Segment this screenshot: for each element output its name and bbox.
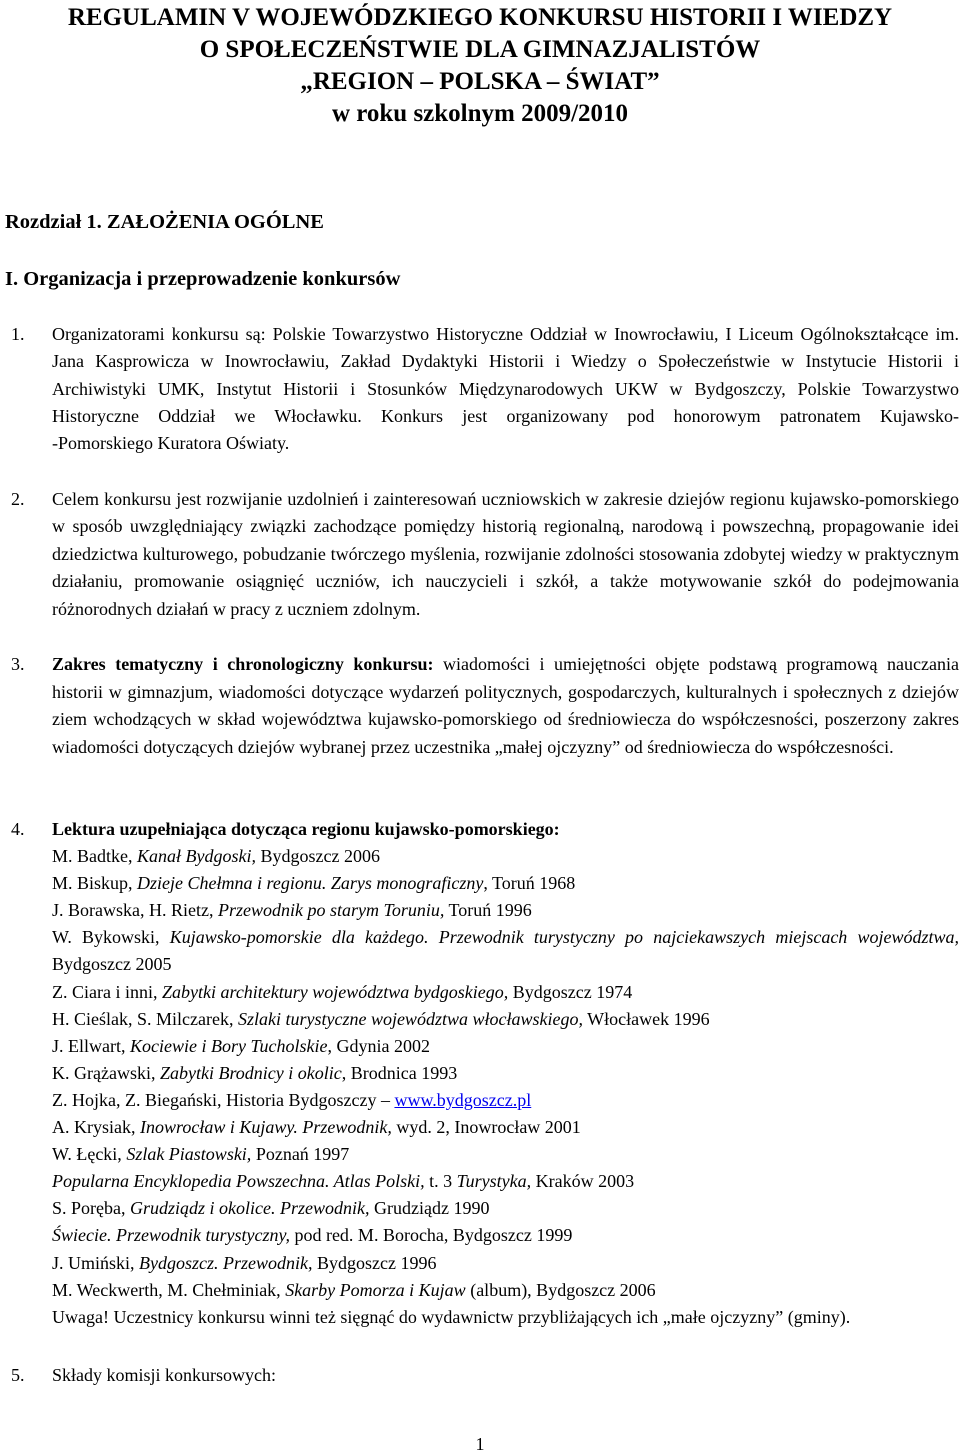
item-3-number: 3. [11,654,25,674]
reference-author: Z. Ciara i inni, [52,981,162,1002]
reference-publication: pod red. M. Borocha, Bydgoszcz 1999 [289,1225,573,1246]
title-line-2: O SPOŁECZEŃSTWIE DLA GIMNAZJALISTÓW [199,36,761,63]
list-item-5 [11,1362,959,1389]
reference-title: Popularna Encyklopedia Powszechna. Atlas Polski, [52,1171,425,1192]
reference-1 [52,843,959,870]
reference-publication: , Gdynia 2002 [327,1035,430,1056]
item-5-text: Składy komisji konkursowych: [52,1365,276,1385]
reference-15 [52,1250,959,1277]
section-heading: I. Organizacja i przeprowadzenie konkursów [5,268,401,290]
reference-title: Szlaki turystyczne województwa włocławskiego, [237,1008,583,1029]
reference-publication: Kraków 2003 [531,1171,635,1192]
reference-author: J. Borawska, H. Rietz, [52,900,218,921]
item-1-text-continued: -Pomorskiego Kuratora Oświaty. [52,433,290,454]
bydgoszcz-website-link[interactable]: www.bydgoszcz.pl [394,1089,532,1110]
reference-title: Zabytki Brodnicy i okolic [159,1062,342,1083]
title-line-1: REGULAMIN V WOJEWÓDZKIEGO KONKURSU HISTORII I WIEDZY [67,4,893,31]
reference-publication: wyd. 2, Inowrocław 2001 [391,1117,581,1138]
reference-title: Zabytki architektury województwa bydgoskiego, [161,981,509,1002]
reference-author: K. Grążawski, [52,1062,160,1083]
reference-title: Grudziądz i okolice. Przewodnik, [130,1198,370,1219]
reference-7 [52,1033,959,1060]
item-4-note: Uwaga! Uczestnicy konkursu winni też sięgnąć do wydawnictw przybliżających ich „małe ojczyzny” (gminy). [52,1306,851,1327]
reference-publication: Toruń 1996 [444,900,532,921]
item-1-text: Organizatorami konkursu są: Polskie Towarzystwo Historyczne Oddział w Inowrocławiu, I Liceum Ogólnokształcące im. Jana Kasprowicza w Inowrocławiu, Zakład Dydaktyki Historii i Wiedzy o Społeczeństwie w Instytucie Historii i Archiwistyki UMK, Instytut Historii i Stosunków Międzynarodowych UKW w Bydgoszczy, Polskie Towarzystwo Historyczne Oddział we Włocławku. Konkurs jest organizowany pod honorowym patronatem Kujawsko- [52,324,959,426]
reference-author: Z. Hojka, Z. Biegański, Historia Bydgoszczy – [52,1089,395,1110]
reference-5 [52,979,959,1006]
reference-13 [52,1195,959,1222]
reference-title: Kociewie i Bory Tucholskie [130,1035,328,1056]
reference-publication: Poznań 1997 [251,1144,350,1165]
reference-author: W. Łęcki, [52,1144,127,1165]
reference-volume-title: Turystyka, [456,1171,532,1192]
reference-author: J. Umiński, [52,1252,140,1273]
list-item-3 [11,651,959,761]
reference-8 [52,1060,959,1087]
reference-title: Szlak Piastowski, [126,1144,252,1165]
reference-publication: (album), Bydgoszcz 2006 [465,1279,656,1300]
list-item-4 [11,816,959,1331]
reference-author: H. Cieślak, S. Milczarek, [52,1008,238,1029]
reference-title: Przewodnik po starym Toruniu, [217,900,445,921]
page-number: 1 [475,1434,485,1454]
item-2-number: 2. [11,489,25,509]
reference-14 [52,1222,959,1249]
chapter-heading: Rozdział 1. ZAŁOŻENIA OGÓLNE [5,211,324,233]
reference-title: Inowrocław i Kujawy. Przewodnik, [140,1117,392,1138]
reference-title: Świecie. Przewodnik turystyczny, [52,1225,290,1246]
item-4-label: Lektura uzupełniająca dotycząca regionu kujawsko-pomorskiego: [52,819,560,839]
reference-author: A. Krysiak, [52,1117,140,1138]
item-2-text: Celem konkursu jest rozwijanie uzdolnień i zainteresowań uczniowskich w zakresie dziejów regionu kujawsko-pomorskiego w sposób uwzględniający związki zachodzące pomiędzy historią regionalną, narodową i powszechną, propagowanie idei dziedzictwa kulturowego, pobudzanie twórczego myślenia, rozwijanie zdolności stosowania zdobytej wiedzy w praktycznym działaniu, promowanie osiągnięć uczniów, ich nauczycieli i szkół, a także motywowanie szkół do podejmowania różnorodnych działań w pracy z uczniem zdolnym. [52,489,959,619]
reference-author: M. Biskup, [52,873,138,894]
reference-publication: Bydgoszcz 2005 [52,954,172,975]
reference-9 [52,1087,959,1114]
reference-4 [52,924,959,978]
list-item-1 [11,321,959,457]
item-3-text: wiadomości i umiejętności objęte podstawą programową nauczania historii w gimnazjum, wiadomości dotyczące wydarzeń politycznych, gospodarczych, kulturalnych i społecznych z dziejów ziem wchodzących w skład województwa kujawsko-pomorskiego od średniowiecza do współczesności, poszerzony zakres wiadomości dotyczących dziejów wybranej przez uczestnika „małej ojczyzny” od średniowiecza do współczesności. [52,654,959,757]
item-3-paragraph [52,651,959,761]
reading-list [52,843,959,1304]
reference-author: W. Bykowski, [52,927,170,948]
reference-2 [52,870,959,897]
reference-publication: Grudziądz 1990 [369,1198,490,1219]
reference-title: Kanał Bydgoski, [137,846,256,867]
reference-volume: t. 3 [424,1171,457,1192]
reference-author: M. Badtke, [52,846,137,867]
title-line-4: w roku szkolnym 2009/2010 [331,100,629,127]
item-1-number: 1. [11,324,25,344]
reference-title: Dzieje Chełmna i regionu. Zarys monograficzny [137,873,484,894]
reference-11 [52,1141,959,1168]
item-4-number: 4. [11,819,25,839]
reference-publication: Bydgoszcz 1996 [312,1252,437,1273]
title-line-3: „REGION – POLSKA – ŚWIAT” [300,68,660,95]
reference-author: S. Poręba, [52,1198,130,1219]
reference-3 [52,897,959,924]
reference-12 [52,1168,959,1195]
item-3-label: Zakres tematyczny i chronologiczny konkursu: [52,654,434,674]
reference-publication: Bydgoszcz 2006 [256,846,380,867]
reference-title: Skarby Pomorza i Kujaw [285,1279,466,1300]
reference-publication: Włocławek 1996 [582,1008,710,1029]
reference-6 [52,1006,959,1033]
reference-10 [52,1114,959,1141]
item-5-number: 5. [11,1365,25,1385]
reference-publication: , Brodnica 1993 [341,1062,458,1083]
reference-publication: , Toruń 1968 [483,873,576,894]
reference-publication: Bydgoszcz 1974 [508,981,633,1002]
reference-author: M. Weckwerth, M. Chełminiak, [52,1279,286,1300]
reference-16 [52,1277,959,1304]
reference-author: J. Ellwart, [52,1035,130,1056]
list-item-2 [11,486,959,623]
reference-title: Bydgoszcz. Przewodnik, [139,1252,313,1273]
reference-title: Kujawsko-pomorskie dla każdego. Przewodnik turystyczny po najciekawszych miejscach województwa, [169,927,959,948]
